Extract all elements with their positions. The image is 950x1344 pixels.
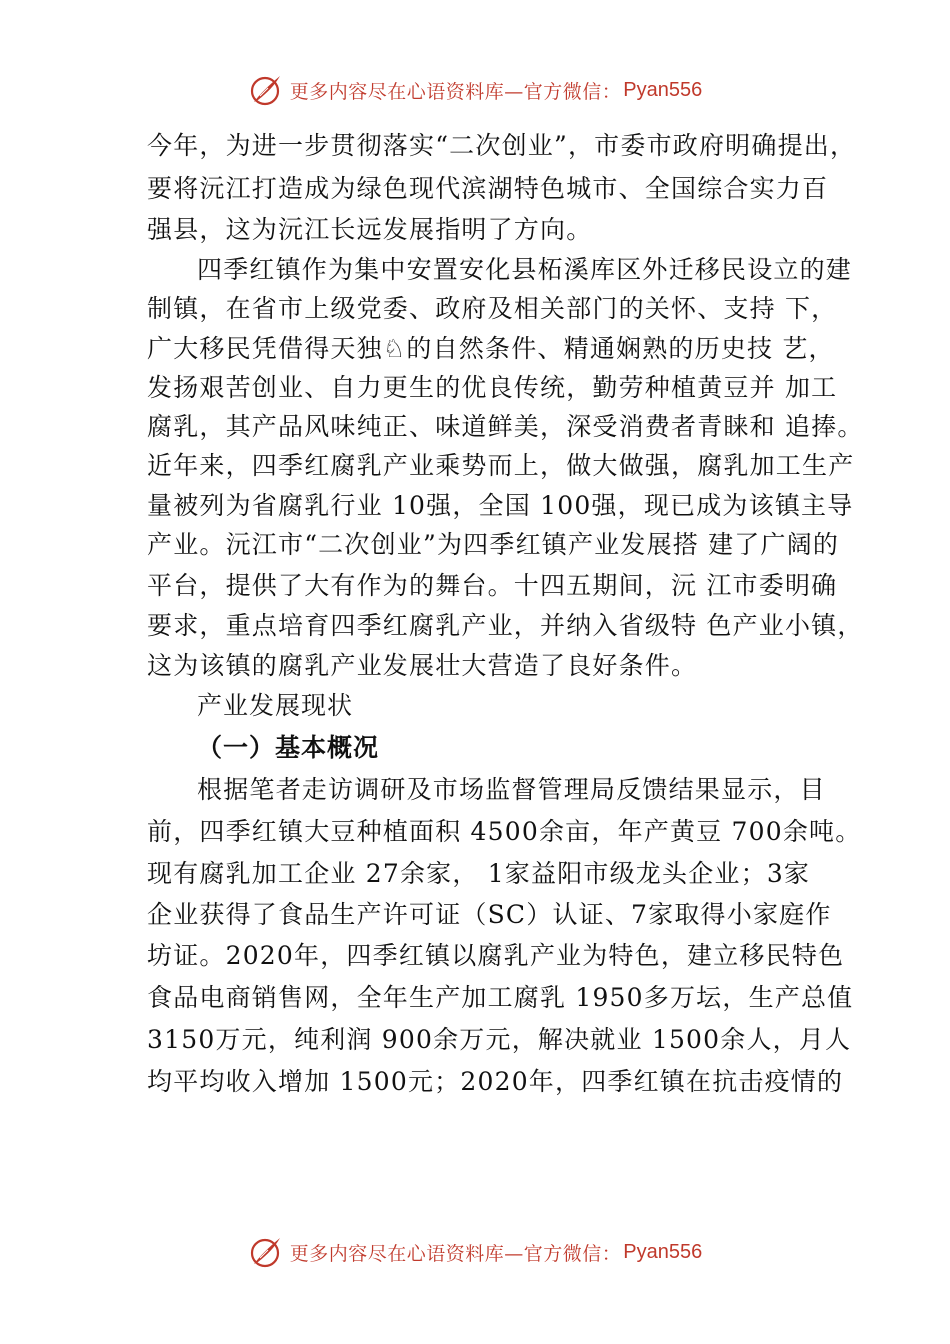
paragraph-line: 发扬艰苦创业、自力更生的优良传统，勤劳种植黄豆并 加工	[147, 373, 838, 402]
feather-circle-logo-icon	[248, 1234, 284, 1270]
paragraph-line: 腐乳，其产品风味纯正、味道鲜美，深受消费者青睐和 追捧。	[147, 412, 864, 441]
paragraph-line: 食品电商销售网，全年生产加工腐乳 1950多万坛，生产总值	[147, 983, 854, 1012]
subsection-heading: （一）基本概况	[197, 733, 380, 762]
wechat-handle: Pyan556	[623, 78, 703, 101]
paragraph-line: 量被列为省腐乳行业 10强，全国 100强，现已成为该镇主导	[147, 491, 854, 520]
paragraph-line: 要求，重点培育四季红腐乳产业，并纳入省级特 色产业小镇，	[147, 611, 864, 640]
paragraph-line: 前，四季红镇大豆种植面积 4500余亩，年产黄豆 700余吨。	[147, 817, 862, 846]
paragraph-line: 强县，这为沅江长远发展指明了方向。	[147, 215, 593, 244]
paragraph-line: 这为该镇的腐乳产业发展壮大营造了良好条件。	[147, 651, 698, 680]
paragraph-line: 四季红镇作为集中安置安化县柘溪库区外迁移民设立的建	[197, 255, 853, 284]
banner-text: 更多内容尽在心语资料库—官方微信：	[289, 1242, 622, 1265]
wechat-handle: Pyan556	[623, 1240, 703, 1263]
section-heading: 产业发展现状	[197, 691, 354, 720]
paragraph-line: 今年，为进一步贯彻落实“二次创业”，市委市政府明确提出，	[147, 131, 857, 160]
paragraph-line: 平台，提供了大有作为的舞台。十四五期间，沅 江市委明确	[147, 571, 838, 600]
paragraph-line: 广大移民凭借得天独♘的自然条件、精通娴熟的历史技 艺，	[147, 334, 835, 363]
paragraph-line: 制镇，在省市上级党委、政府及相关部门的关怀、支持 下，	[147, 294, 838, 323]
paragraph-line: 要将沅江打造成为绿色现代滨湖特色城市、全国综合实力百	[147, 174, 829, 203]
paragraph-line: 企业获得了食品生产许可证（SC）认证、7家取得小家庭作	[147, 900, 832, 929]
paragraph-line: 近年来，四季红腐乳产业乘势而上，做大做强，腐乳加工生产	[147, 451, 855, 480]
paragraph-line: 产业。沅江市“二次创业”为四季红镇产业发展搭 建了广阔的	[147, 530, 840, 559]
paragraph-line: 根据笔者走访调研及市场监督管理局反馈结果显示，目	[197, 775, 826, 804]
paragraph-line: 现有腐乳加工企业 27余家， 1家益阳市级龙头企业；3家	[147, 859, 811, 888]
paragraph-line: 3150万元，纯利润 900余万元，解决就业 1500余人，月人	[147, 1025, 852, 1054]
paragraph-line: 坊证。2020年，四季红镇以腐乳产业为特色，建立移民特色	[147, 941, 845, 970]
paragraph-line: 均平均收入增加 1500元；2020年，四季红镇在抗击疫情的	[147, 1067, 844, 1096]
footer-banner	[0, 1232, 950, 1272]
banner-text: 更多内容尽在心语资料库—官方微信：	[289, 80, 622, 103]
